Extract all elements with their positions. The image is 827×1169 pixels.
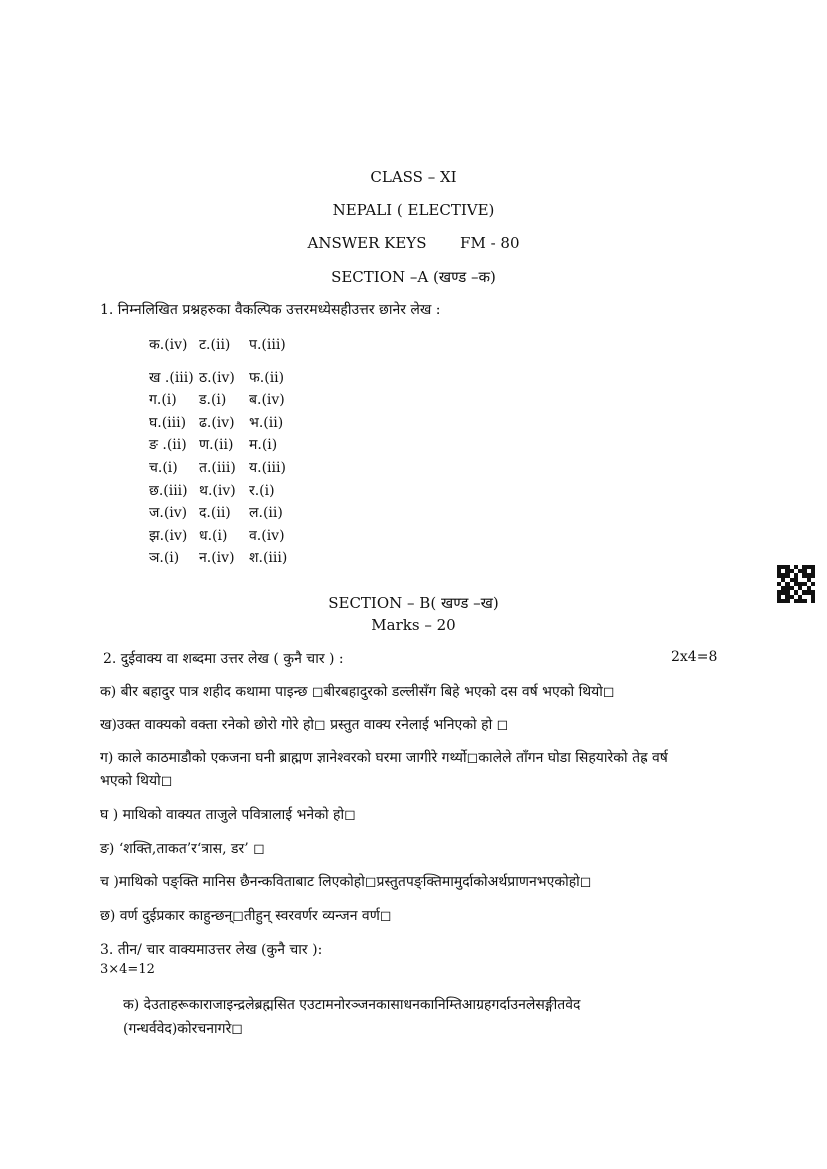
q2-answer-kha: ख)उक्त वाक्यको वक्ता रनेको छोरो गोरे हो◻ प्रस्तुत वाक्य रनेलाई भनिएको हो ◻ (100, 717, 509, 733)
section-b-title: SECTION – B( खण्ड –ख) (328, 594, 499, 612)
answer-cell: म.(i) (249, 437, 278, 453)
answer-cell: श.(iii) (249, 550, 288, 566)
answer-cell: ग.(i) (149, 392, 177, 408)
q2-answer-chha: छ) वर्ण दुईप्रकार काहुन्छन्◻तीहुन् स्वरवर्णर व्यन्जन वर्ण◻ (100, 908, 392, 924)
answer-row (149, 548, 309, 567)
answer-cell: त.(iii) (199, 460, 236, 476)
answer-cell: छ.(iii) (149, 483, 188, 499)
question-3-title: 3. तीन/ चार वाक्यमाउत्तर लेख (कुनै चार ): (100, 942, 323, 958)
answer-row (149, 413, 309, 432)
answer-row (149, 390, 309, 409)
answer-cell: झ.(iv) (149, 528, 188, 544)
answer-cell: ङ .(ii) (149, 437, 187, 453)
question-2-title: 2. दुईवाक्य वा शब्दमा उत्तर लेख ( कुनै चार ) : (103, 651, 344, 667)
section-a-title: SECTION –A (खण्ड –क) (331, 268, 496, 286)
subject-title: NEPALI ( ELECTIVE) (332, 201, 495, 219)
answer-row (149, 526, 309, 545)
answer-row (149, 435, 309, 454)
answer-keys-line (0, 234, 827, 252)
answer-cell: ज.(iv) (149, 505, 188, 521)
section-b-marks: Marks – 20 (371, 616, 456, 634)
class-title: CLASS – XI (370, 168, 457, 186)
answer-cell: न.(iv) (199, 550, 235, 566)
q2-answer-nga: ङ) ‘शक्ति,ताकत’र‘त्रास, डर’ ◻ (100, 841, 265, 857)
answer-cell: र.(i) (249, 483, 275, 499)
question-2-marks: 2x4=8 (671, 649, 718, 665)
answer-keys-label: ANSWER KEYS (307, 234, 427, 252)
q2-answer-cha: च )माथिको पङ्क्ति मानिस छैनन्कविताबाट लिएकोहो◻प्रस्तुतपङ्क्तिमामुर्दाकोअर्थप्राणनभएकोहो◻ (100, 874, 592, 890)
q2-answer-ga-cont: भएको थियो◻ (100, 773, 173, 789)
answer-cell: च.(i) (149, 460, 178, 476)
answer-cell: ध.(i) (199, 528, 228, 544)
answer-cell: ढ.(iv) (199, 415, 235, 431)
answer-row (149, 458, 309, 477)
answer-row (149, 335, 309, 354)
question-3-marks: 3×4=12 (100, 962, 155, 977)
answer-cell: ल.(ii) (249, 505, 283, 521)
answer-cell: ब.(iv) (249, 392, 285, 408)
answer-cell: य.(iii) (249, 460, 286, 476)
answer-cell: प.(iii) (249, 337, 286, 353)
answer-cell: ञ.(i) (149, 550, 180, 566)
answer-cell: भ.(ii) (249, 415, 284, 431)
q2-answer-gha: घ ) माथिको वाक्यत ताजुले पवित्रालाई भनेको हो◻ (100, 807, 356, 823)
answer-row (149, 481, 309, 500)
answer-cell: ट.(ii) (199, 337, 231, 353)
answer-cell: क.(iv) (149, 337, 188, 353)
answer-cell: ड.(i) (199, 392, 227, 408)
answer-cell: ण.(ii) (199, 437, 234, 453)
answer-cell: ठ.(iv) (199, 370, 235, 386)
q2-answer-ka: क) बीर बहादुर पात्र शहीद कथामा पाइन्छ ◻बीरबहादुरको डल्लीसँग बिहे भएको दस वर्ष भएको थियो◻ (100, 684, 615, 700)
q2-answer-ga: ग) काले काठमाडौको एकजना घनी ब्राह्मण ज्ञानेश्वरको घरमा जागीरे गर्थ्यो◻कालेले ताँगन घोडा सिहयारेको तेह्र वर्ष (100, 750, 668, 766)
answer-cell: व.(iv) (249, 528, 285, 544)
answer-cell: ख .(iii) (149, 370, 194, 386)
answer-cell: द.(ii) (199, 505, 231, 521)
answer-row (149, 368, 309, 387)
full-marks-label: FM - 80 (460, 234, 520, 252)
answer-cell: थ.(iv) (199, 483, 236, 499)
q3-answer-ka-line1: क) देउताहरूकाराजाइन्द्रलेब्रह्मसित एउटामनोरञ्जनकासाधनकानिम्तिआग्रहगर्दाउनलेसङ्गीतवेद (123, 997, 581, 1013)
answer-row (149, 503, 309, 522)
answer-cell: घ.(iii) (149, 415, 187, 431)
answer-cell: फ.(ii) (249, 370, 285, 386)
q3-answer-ka-line2: (गन्धर्ववेद)कोरचनागरे◻ (123, 1021, 243, 1037)
question-1-title: 1. निम्नलिखित प्रश्नहरुका वैकल्पिक उत्तरमध्येसहीउत्तर छानेर लेख : (100, 302, 441, 318)
